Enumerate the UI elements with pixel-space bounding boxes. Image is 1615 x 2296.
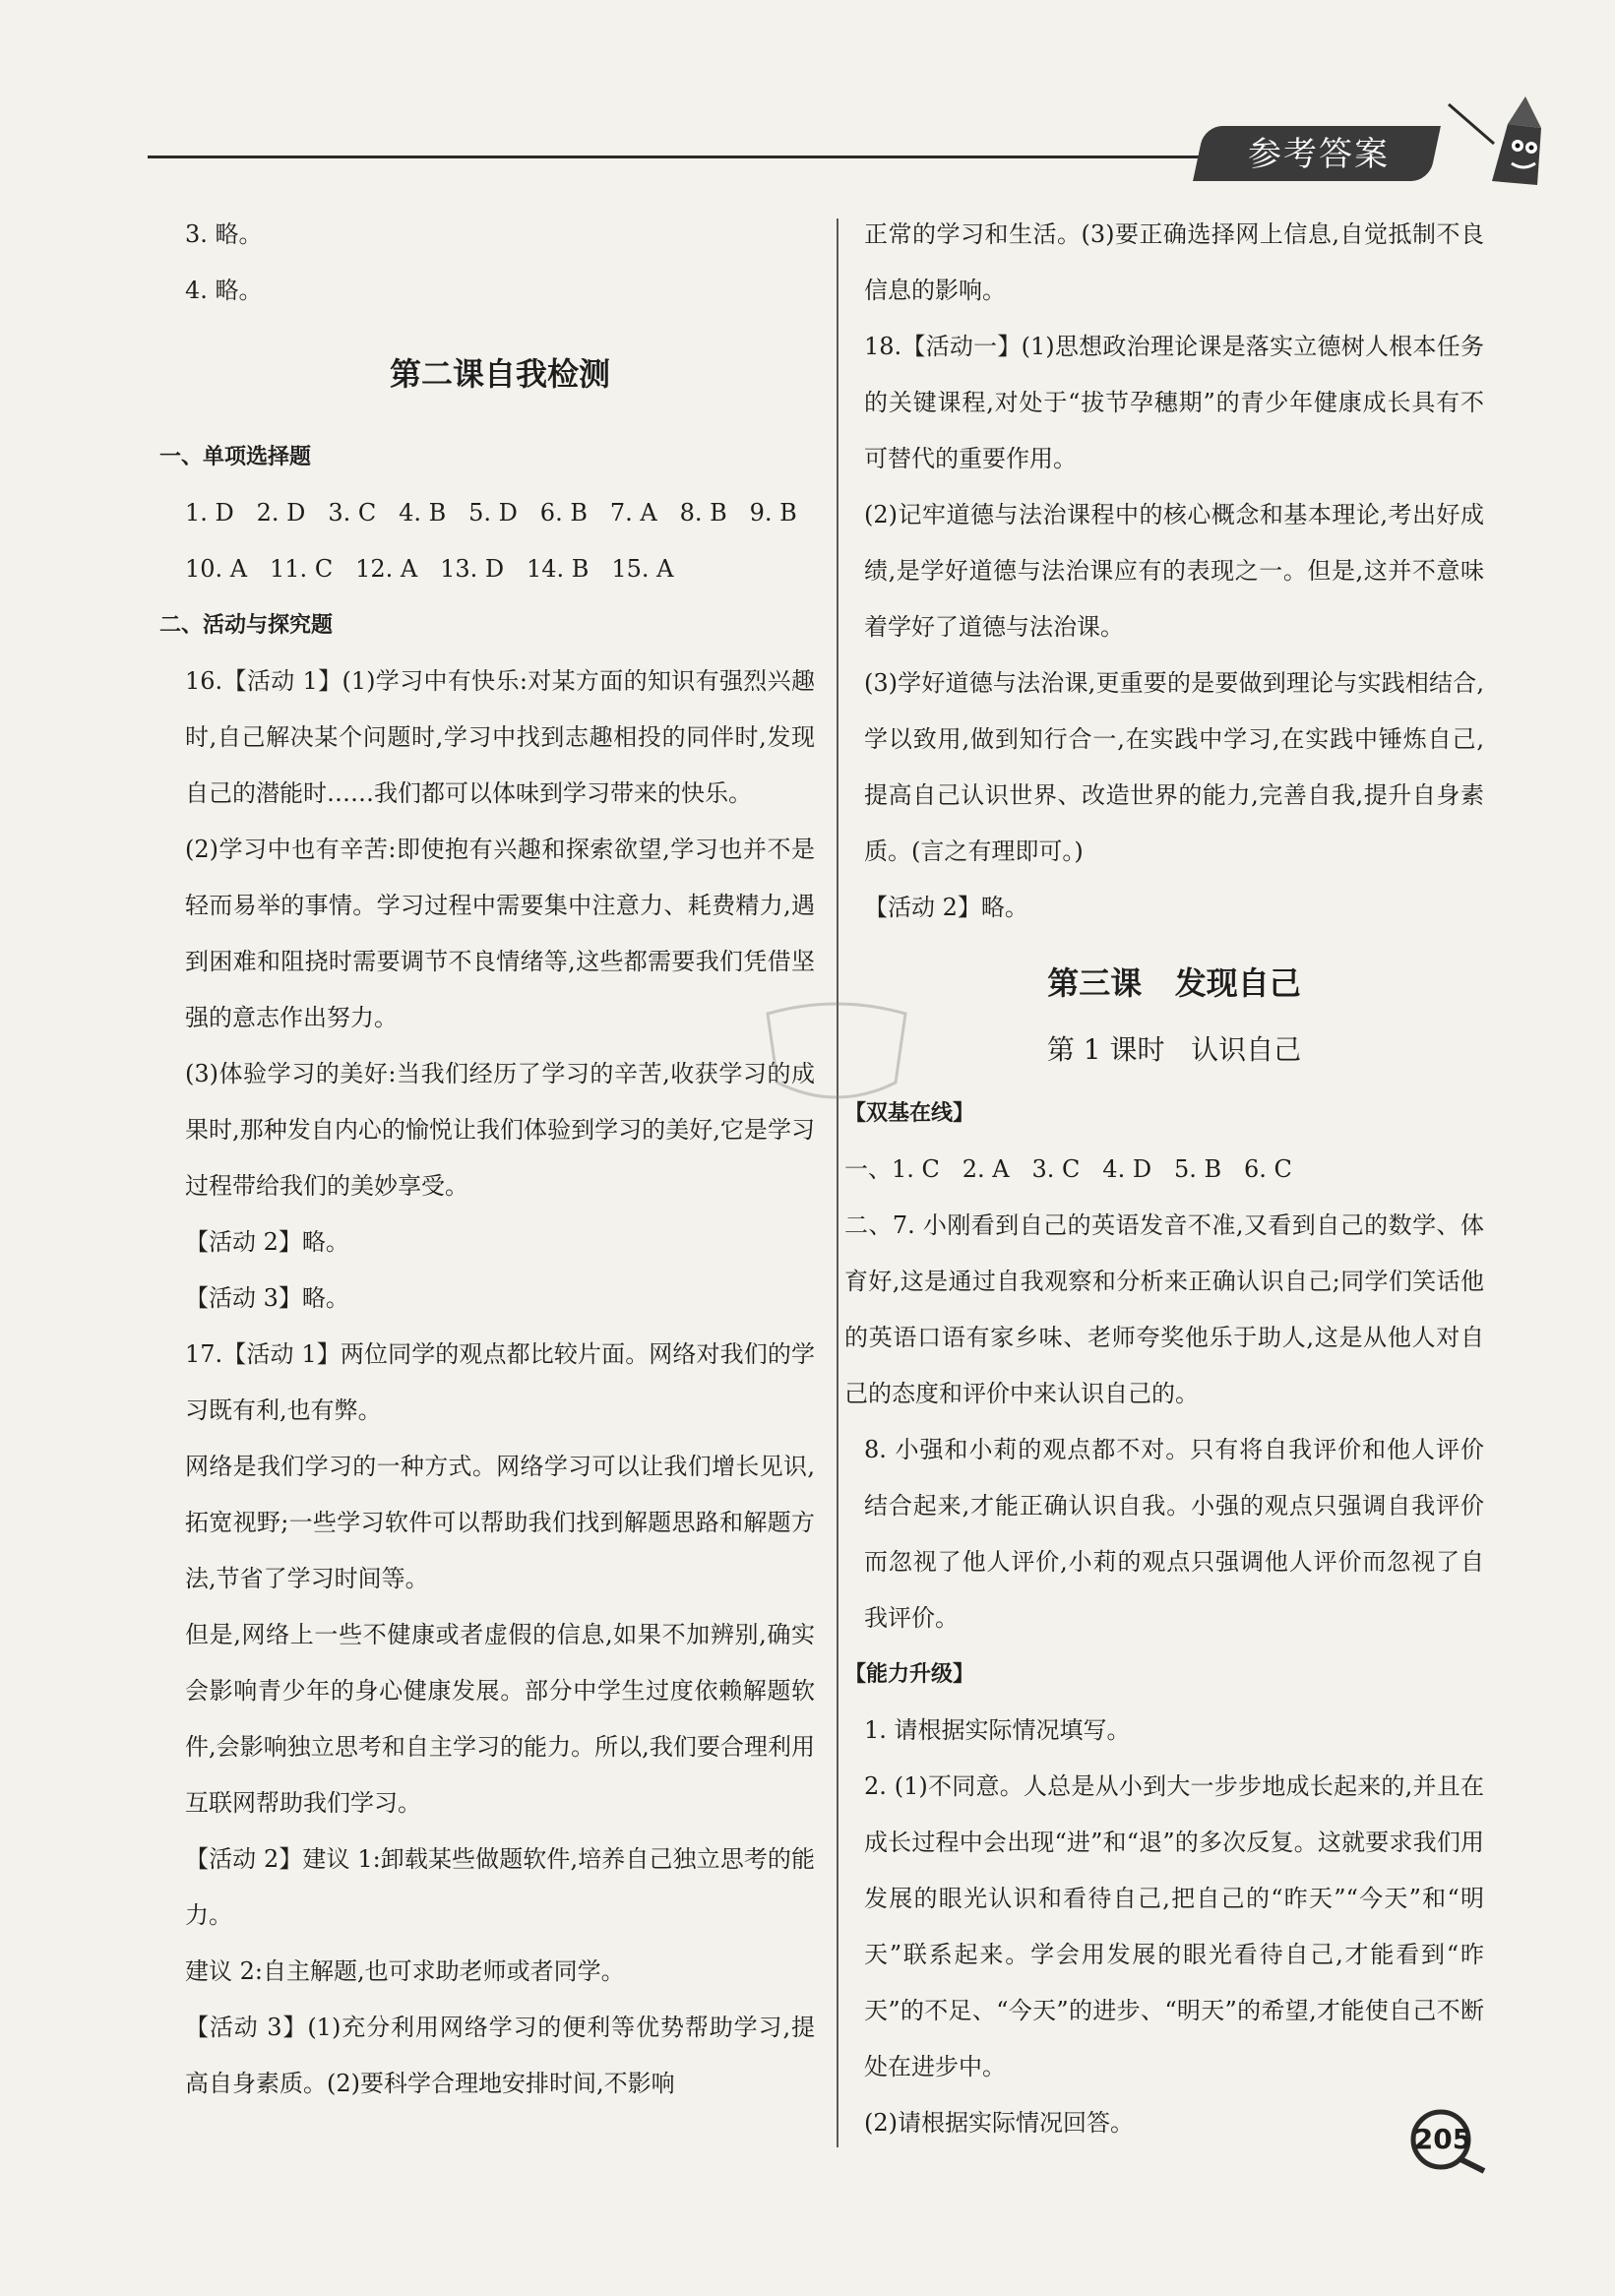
lesson2-title: 第二课自我检测	[389, 355, 610, 393]
column-divider	[837, 218, 839, 2147]
section-tag: 【双基在线】	[844, 1101, 975, 1126]
answer-paragraph: 2. (1)不同意。人总是从小到大一步步地成长起来的,并且在成长过程中会出现“进”和“退”的多次反复。这就要求我们用发展的眼光认识和看待自己,把自己的“昨天”“今天”和“明天”联系起来。学会用发展的眼光看待自己,才能看到“昨天”的不足、“今天”的进步、“明天”的希望,才能使自己不断处在进步中。	[864, 1772, 1484, 2080]
answer-paragraph: 【活动 2】建议 1:卸载某些做题软件,培养自己独立思考的能力。	[185, 1845, 815, 1929]
page-number: 205	[1413, 2123, 1472, 2155]
answer-paragraph: 8. 小强和小莉的观点都不对。只有将自我评价和他人评价结合起来,才能正确认识自我。小强的观点只强调自我评价而忽视了他人评价,小莉的观点只强调他人评价而忽视了自我评价。	[864, 1436, 1484, 1632]
section-tag: 【能力升级】	[844, 1662, 975, 1687]
mascot-icon	[1443, 94, 1561, 193]
answer-paragraph: 建议 2:自主解题,也可求助老师或者同学。	[185, 1957, 625, 1985]
answer-paragraph: 16.【活动 1】(1)学习中有快乐:对某方面的知识有强烈兴趣时,自己解决某个问题时,学习中找到志趣相投的同伴时,发现自己的潜能时……我们都可以体味到学习带来的快乐。	[185, 667, 815, 807]
lesson3-title: 第三课 发现自己	[1047, 964, 1301, 1002]
mc-answers-row: 一、1. C 2. A 3. C 4. D 5. B 6. C	[844, 1155, 1292, 1183]
answer-paragraph: 【活动 2】略。	[864, 894, 1028, 921]
lesson3-subtitle: 第 1 课时 认识自己	[1046, 1033, 1302, 1066]
section-title: 二、活动与探究题	[159, 613, 334, 638]
answer-paragraph: 正常的学习和生活。(3)要正确选择网上信息,自觉抵制不良信息的影响。	[864, 220, 1484, 304]
header-rule	[148, 155, 1260, 158]
answer-paragraph: 【活动 3】(1)充分利用网络学习的便利等优势帮助学习,提高自身素质。(2)要科学合理地安排时间,不影响	[185, 2014, 815, 2097]
mc-answers-row: 10. A 11. C 12. A 13. D 14. B 15. A	[185, 555, 674, 583]
answer-paragraph: (3)体验学习的美好:当我们经历了学习的辛苦,收获学习的成果时,那种发自内心的愉悦让我们体验到学习的美好,它是学习过程带给我们的美妙享受。	[185, 1060, 815, 1200]
right-column	[844, 207, 1484, 2151]
left-column	[159, 207, 815, 2112]
header-badge-label: 参考答案	[1248, 135, 1390, 174]
answer-paragraph: 17.【活动 1】两位同学的观点都比较片面。网络对我们的学习既有利,也有弊。	[185, 1340, 815, 1424]
watermark-stamp-icon	[748, 994, 925, 1112]
answer-line: 4. 略。	[185, 277, 263, 304]
answer-paragraph: 二、7. 小刚看到自己的英语发音不准,又看到自己的数学、体育好,这是通过自我观察和分析来正确认识自己;同学们笑话他的英语口语有家乡味、老师夸奖他乐于助人,这是从他人对自己的态度和评价中来认识自己的。	[844, 1211, 1484, 1407]
answer-line: 3. 略。	[185, 220, 263, 248]
answer-paragraph: 网络是我们学习的一种方式。网络学习可以让我们增长见识,拓宽视野;一些学习软件可以帮助我们找到解题思路和解题方法,节省了学习时间等。	[185, 1453, 815, 1592]
section-title: 一、单项选择题	[159, 445, 312, 469]
answer-paragraph: (2)学习中也有辛苦:即使抱有兴趣和探索欲望,学习也并不是轻而易举的事情。学习过程中需要集中注意力、耗费精力,遇到困难和阻挠时需要调节不良情绪等,这些都需要我们凭借坚强的意志作出努力。	[185, 836, 815, 1031]
answer-paragraph: 但是,网络上一些不健康或者虚假的信息,如果不加辨别,确实会影响青少年的身心健康发展。部分中学生过度依赖解题软件,会影响独立思考和自主学习的能力。所以,我们要合理利用互联网帮助我们学习。	[185, 1621, 815, 1817]
answer-paragraph: 【活动 3】略。	[185, 1284, 349, 1312]
answer-paragraph: (2)请根据实际情况回答。	[864, 2109, 1134, 2137]
answer-paragraph: 1. 请根据实际情况填写。	[864, 1716, 1131, 1744]
mc-answers-row: 1. D 2. D 3. C 4. B 5. D 6. B 7. A 8. B 9. B	[185, 499, 797, 527]
answer-paragraph: 【活动 2】略。	[185, 1228, 349, 1256]
answer-paragraph: 18.【活动一】(1)思想政治理论课是落实立德树人根本任务的关键课程,对处于“拔节孕穗期”的青少年健康成长具有不可替代的重要作用。	[864, 333, 1484, 472]
answer-paragraph: (3)学好道德与法治课,更重要的是要做到理论与实践相结合,学以致用,做到知行合一,在实践中学习,在实践中锤炼自己,提高自己认识世界、改造世界的能力,完善自我,提升自身素质。(言之有理即可。)	[864, 669, 1484, 865]
answer-paragraph: (2)记牢道德与法治课程中的核心概念和基本理论,考出好成绩,是学好道德与法治课应有的表现之一。但是,这并不意味着学好了道德与法治课。	[864, 501, 1484, 641]
